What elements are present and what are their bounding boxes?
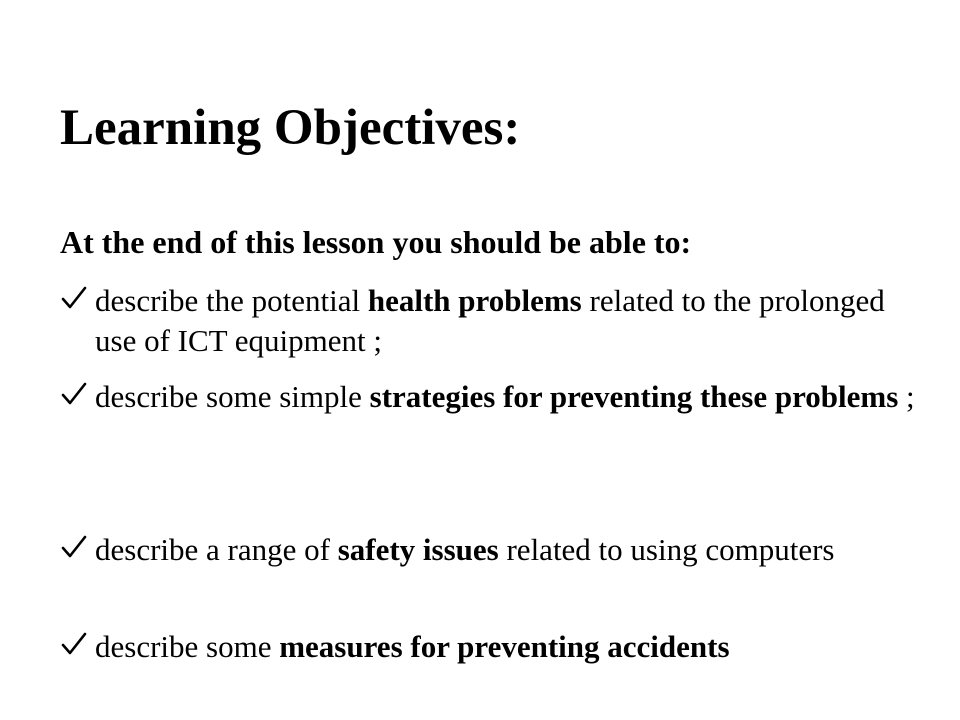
checkmark-icon	[60, 533, 88, 561]
checkmark-icon	[60, 380, 88, 408]
objective-item	[60, 627, 920, 667]
objective-key-phrase: safety issues	[337, 532, 499, 567]
slide-title: Learning Objectives:	[60, 100, 521, 156]
checkmark-icon	[60, 284, 88, 312]
objective-text	[95, 530, 920, 570]
objective-text-start: describe some	[95, 629, 280, 664]
objective-key-phrase: strategies for preventing these problems	[369, 379, 899, 414]
objective-item	[60, 530, 920, 570]
objective-text	[95, 281, 920, 361]
checkmark-icon	[60, 630, 88, 658]
objective-text-start: describe a range of	[95, 532, 338, 567]
objective-key-phrase: measures for preventing accidents	[279, 629, 730, 664]
objective-key-phrase: health problems	[367, 283, 582, 318]
objective-text-end: ;	[898, 379, 915, 414]
objective-text-start: describe some simple	[95, 379, 370, 414]
objective-item	[60, 377, 920, 417]
objective-text-start: describe the potential	[95, 283, 368, 318]
objective-text-end: related to using computers	[498, 532, 835, 567]
slide-intro: At the end of this lesson you should be able to:	[60, 224, 692, 260]
objective-item	[60, 281, 920, 361]
objective-text	[95, 627, 920, 667]
objective-text	[95, 377, 920, 417]
objective-text-end: related to the prolonged use of ICT equipment ;	[95, 283, 885, 358]
